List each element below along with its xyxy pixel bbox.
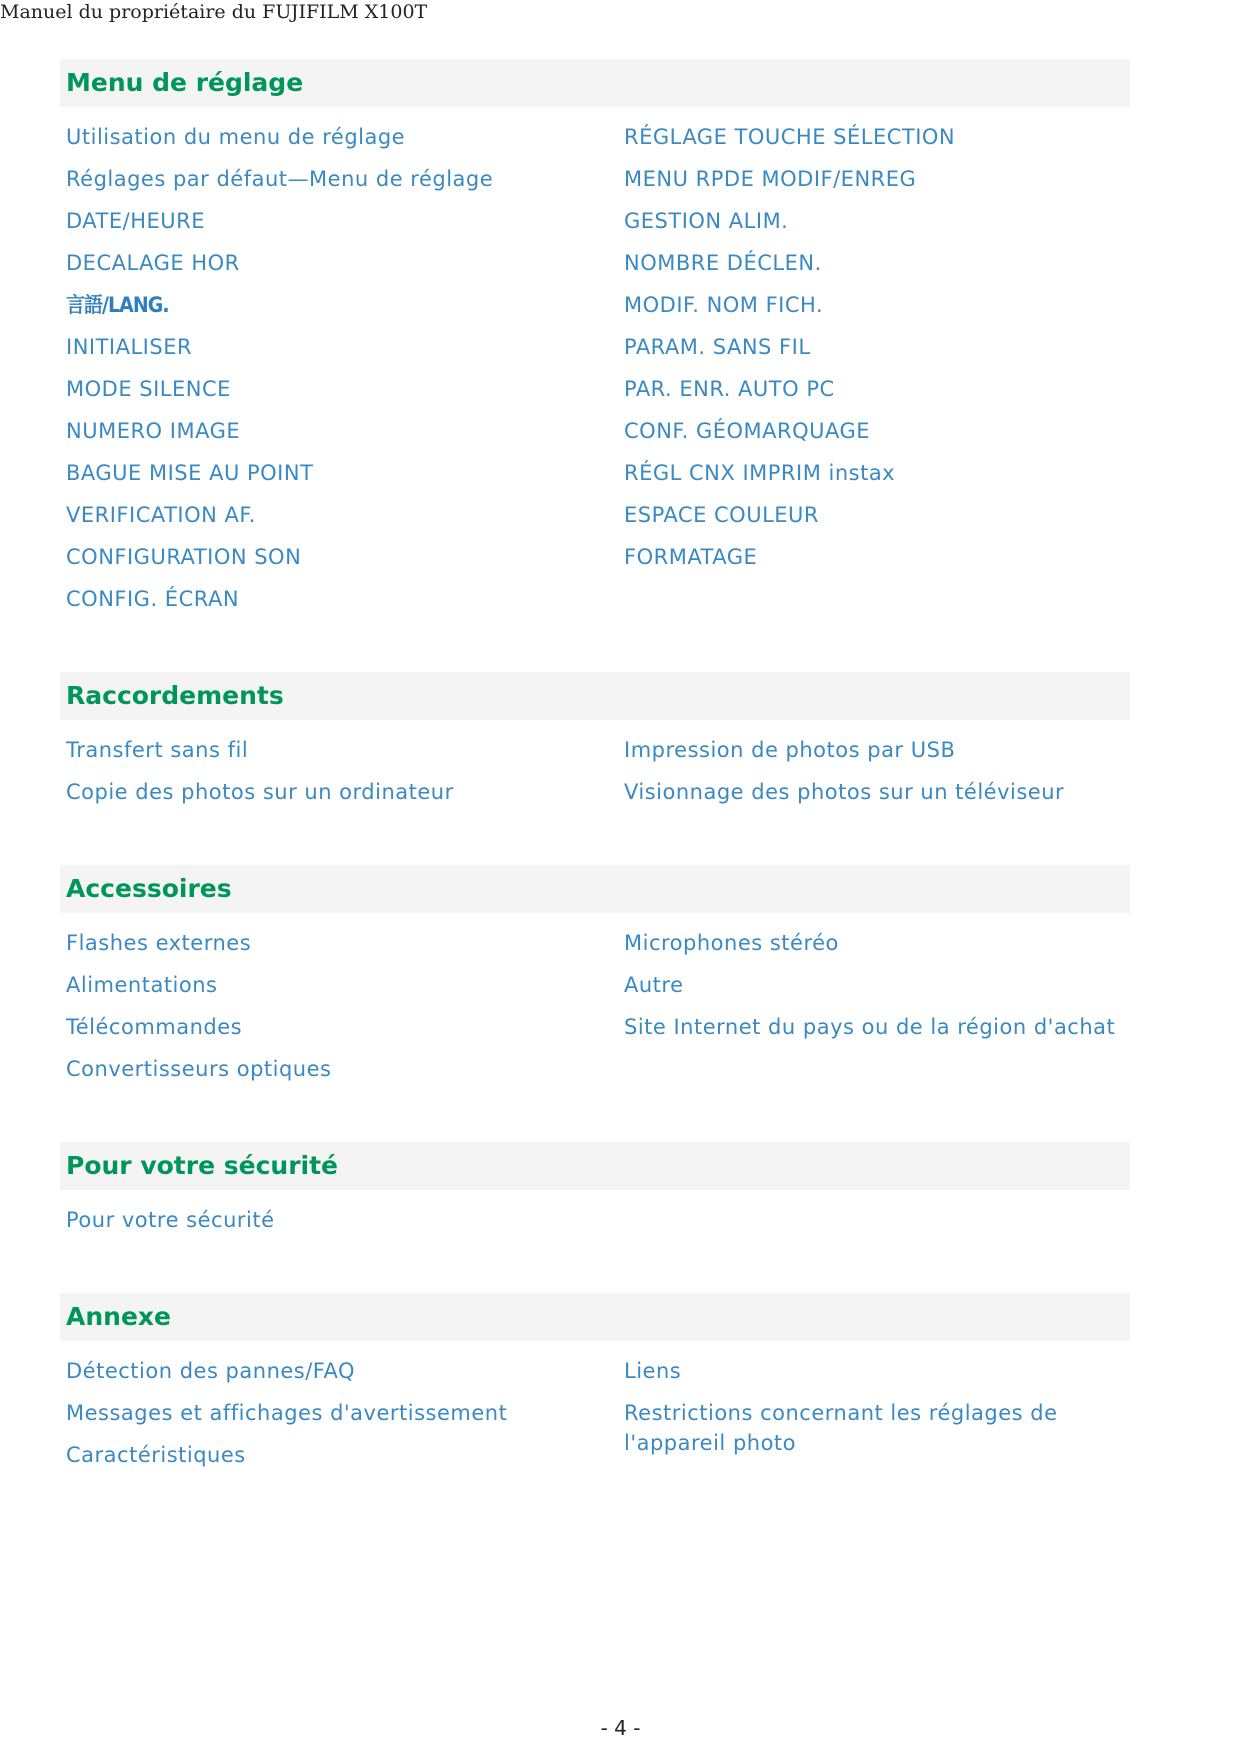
toc-link[interactable]: PARAM. SANS FIL (624, 335, 811, 359)
section-title: Annexe (66, 1302, 171, 1331)
toc-link[interactable]: Flashes externes (66, 931, 252, 955)
links-right-column (624, 1205, 1124, 1247)
toc-link[interactable]: MODE SILENCE (66, 377, 231, 401)
toc-link[interactable]: CONF. GÉOMARQUAGE (624, 419, 871, 443)
toc-link[interactable]: Caractéristiques (66, 1443, 246, 1467)
section-accessoires (60, 865, 1130, 1096)
section-header (60, 672, 1130, 720)
toc-link[interactable]: PAR. ENR. AUTO PC (624, 377, 835, 401)
links-left-column (66, 928, 624, 1096)
toc-link[interactable]: CONFIGURATION SON (66, 545, 302, 569)
links-right-column (624, 928, 1124, 1096)
section-links (60, 1341, 1130, 1482)
toc-link[interactable]: Réglages par défaut—Menu de réglage (66, 167, 494, 191)
toc-link[interactable]: Site Internet du pays ou de la région d'achat (624, 1015, 1116, 1039)
section-header (60, 865, 1130, 913)
toc-link[interactable]: Autre (624, 973, 684, 997)
toc-link[interactable]: Utilisation du menu de réglage (66, 125, 406, 149)
toc-link[interactable]: Convertisseurs optiques (66, 1057, 332, 1081)
toc-link[interactable]: ESPACE COULEUR (624, 503, 820, 527)
section-annexe (60, 1293, 1130, 1482)
section-header (60, 1142, 1130, 1190)
section-links (60, 107, 1130, 626)
toc-link[interactable]: DECALAGE HOR (66, 251, 240, 275)
toc-link[interactable]: Liens (624, 1359, 682, 1383)
section-raccordements (60, 672, 1130, 819)
section-title: Raccordements (66, 681, 284, 710)
toc-link[interactable]: Télécommandes (66, 1015, 243, 1039)
table-of-contents (60, 59, 1130, 1528)
toc-link[interactable]: RÉGLAGE TOUCHE SÉLECTION (624, 125, 956, 149)
toc-link[interactable]: INITIALISER (66, 335, 193, 359)
section-links (60, 720, 1130, 819)
section-header (60, 59, 1130, 107)
links-left-column (66, 1356, 624, 1482)
toc-link[interactable]: Alimentations (66, 973, 218, 997)
links-left-column (66, 735, 624, 819)
toc-link[interactable]: Transfert sans fil (66, 738, 249, 762)
toc-link[interactable]: RÉGL CNX IMPRIM instax (624, 461, 896, 485)
toc-link[interactable]: Restrictions concernant les réglages de l'appareil photo (624, 1401, 1058, 1455)
toc-link[interactable]: MODIF. NOM FICH. (624, 293, 824, 317)
toc-link[interactable]: Messages et affichages d'avertissement (66, 1401, 508, 1425)
section-header (60, 1293, 1130, 1341)
toc-link[interactable]: BAGUE MISE AU POINT (66, 461, 314, 485)
toc-link[interactable]: Visionnage des photos sur un téléviseur (624, 780, 1065, 804)
section-links (60, 1190, 1130, 1247)
section-title: Accessoires (66, 874, 232, 903)
toc-link[interactable]: DATE/HEURE (66, 209, 205, 233)
links-right-column (624, 122, 1124, 626)
section-menu-de-reglage (60, 59, 1130, 626)
toc-link[interactable]: Pour votre sécurité (66, 1208, 275, 1232)
section-pour-votre-securite (60, 1142, 1130, 1247)
links-left-column (66, 1205, 624, 1247)
toc-link[interactable]: NUMERO IMAGE (66, 419, 241, 443)
section-title: Pour votre sécurité (66, 1151, 338, 1180)
links-right-column (624, 1356, 1124, 1482)
links-left-column (66, 122, 624, 626)
page-number: - 4 - (600, 1716, 641, 1740)
toc-link[interactable]: Détection des pannes/FAQ (66, 1359, 355, 1383)
running-header: Manuel du propriétaire du FUJIFILM X100T (0, 1, 428, 23)
section-title: Menu de réglage (66, 68, 304, 97)
toc-link[interactable]: VERIFICATION AF. (66, 503, 256, 527)
toc-link[interactable]: Impression de photos par USB (624, 738, 956, 762)
toc-link[interactable]: CONFIG. ÉCRAN (66, 587, 240, 611)
toc-link[interactable]: Copie des photos sur un ordinateur (66, 780, 454, 804)
toc-link[interactable]: GESTION ALIM. (624, 209, 789, 233)
toc-link[interactable]: NOMBRE DÉCLEN. (624, 251, 822, 275)
toc-link-lang[interactable]: 言語/LANG. (66, 293, 169, 317)
toc-link[interactable]: FORMATAGE (624, 545, 758, 569)
toc-link[interactable]: MENU RPDE MODIF/ENREG (624, 167, 917, 191)
toc-link[interactable]: Microphones stéréo (624, 931, 839, 955)
links-right-column (624, 735, 1124, 819)
section-links (60, 913, 1130, 1096)
